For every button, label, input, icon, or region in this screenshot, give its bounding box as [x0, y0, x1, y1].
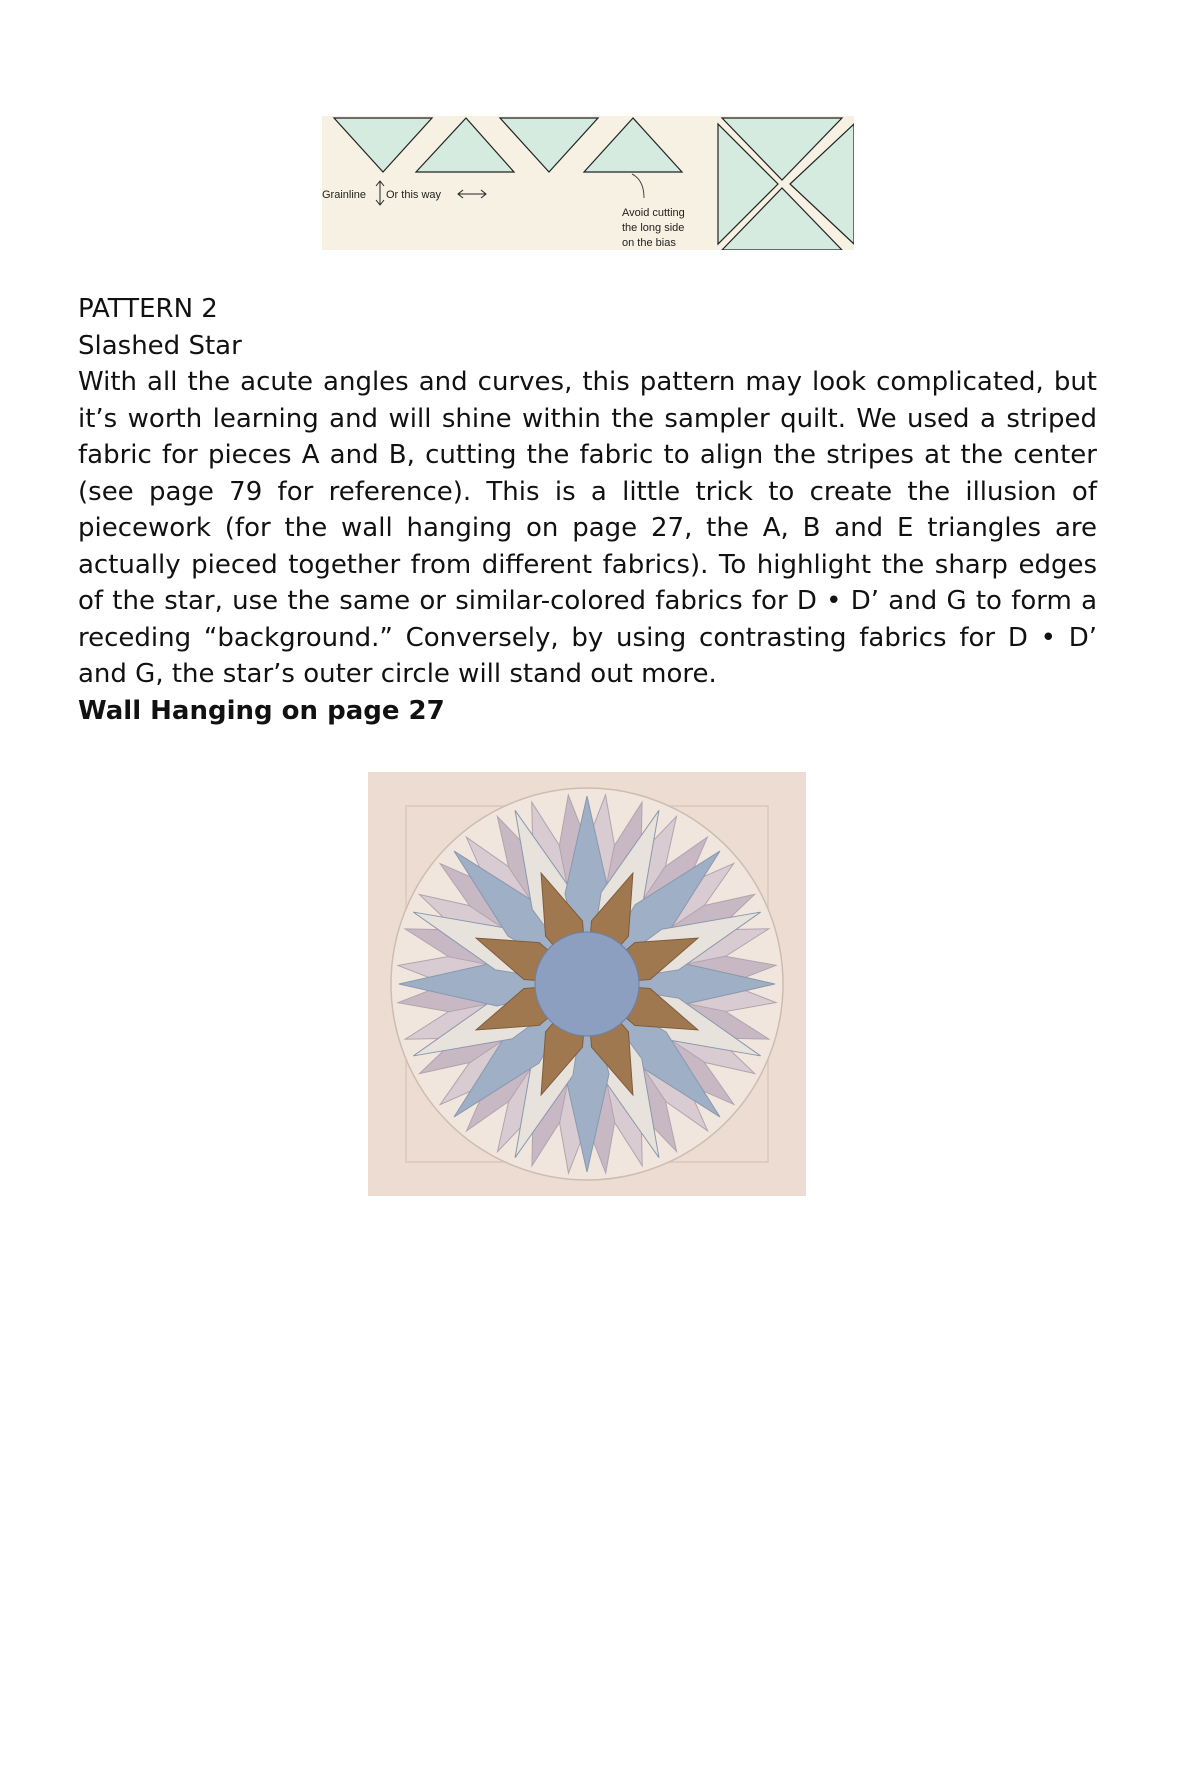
grainline-label: Grainline: [322, 189, 367, 201]
grainline-diagram: [322, 116, 854, 250]
quilt-center-circle: [535, 932, 639, 1036]
photo-caption: Wall Hanging on page 27: [78, 695, 445, 726]
note-line-1: Avoid cutting: [622, 207, 685, 219]
pattern-subheading: Slashed Star: [78, 330, 242, 361]
or-this-way-label: Or this way: [386, 189, 442, 201]
note-line-3: on the bias: [622, 237, 676, 249]
pattern-description: With all the acute angles and curves, this pattern may look complicated, but it’s worth learning and will shine within the sampler quilt. We used a striped fabric for pieces A and B, cutting the fabric to align the stripes at the center (see page 79 for reference). This is a little trick to create the illusion of piecework (for the wall hanging on page 27, the A, B and E triangles are actually pieced together from different fabrics). To highlight the sharp edges of the star, use the same or similar-colored fabrics for D • D’ and G to form a receding “background.” Conversely, by using contrasting fabrics for D • D’ and G, the star’s outer circle will stand out more.: [78, 367, 1097, 689]
pattern-heading: PATTERN 2: [78, 294, 218, 324]
text-block: [78, 291, 1097, 729]
note-line-2: the long side: [622, 222, 685, 234]
quilt-photo: [368, 772, 806, 1196]
